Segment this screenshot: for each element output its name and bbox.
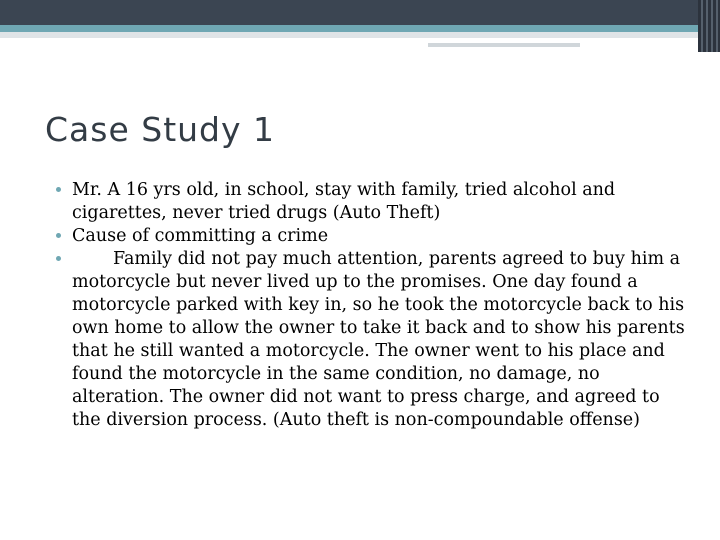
header-band-dark	[0, 0, 720, 25]
bullet-dot-icon	[56, 233, 61, 238]
header-band-light	[0, 32, 720, 38]
corner-stripe	[701, 0, 703, 52]
bullet-text: Mr. A 16 yrs old, in school, stay with family, tried alcohol and cigarettes, never tried drugs (Auto Theft)	[72, 180, 616, 223]
header-band-accent	[0, 25, 720, 32]
bullet-text: Cause of committing a crime	[72, 226, 329, 246]
bullet-list	[52, 179, 692, 432]
bullet-text: Family did not pay much attention, parents agreed to buy him a motorcycle but never lived up to the promises. One day found a motorcycle parked with key in, so he took the motorcycle back to his own home to allow the owner to take it back and to show his parents that he still wanted a motorcycle. The owner went to his place and found the motorcycle in the same condition, no damage, no alteration. The owner did not want to press charge, and agreed to the diversion process. (Auto theft is non-compoundable offense)	[72, 249, 685, 430]
slide-title: Case Study 1	[45, 110, 276, 149]
bullet-item	[52, 179, 692, 225]
header-band-short	[428, 43, 580, 47]
corner-stripe	[711, 0, 713, 52]
corner-stripe	[706, 0, 708, 52]
bullet-item	[52, 225, 692, 248]
bullet-item	[52, 248, 692, 432]
bullet-dot-icon	[56, 187, 61, 192]
bullet-dot-icon	[56, 256, 61, 261]
corner-stripe	[716, 0, 718, 52]
